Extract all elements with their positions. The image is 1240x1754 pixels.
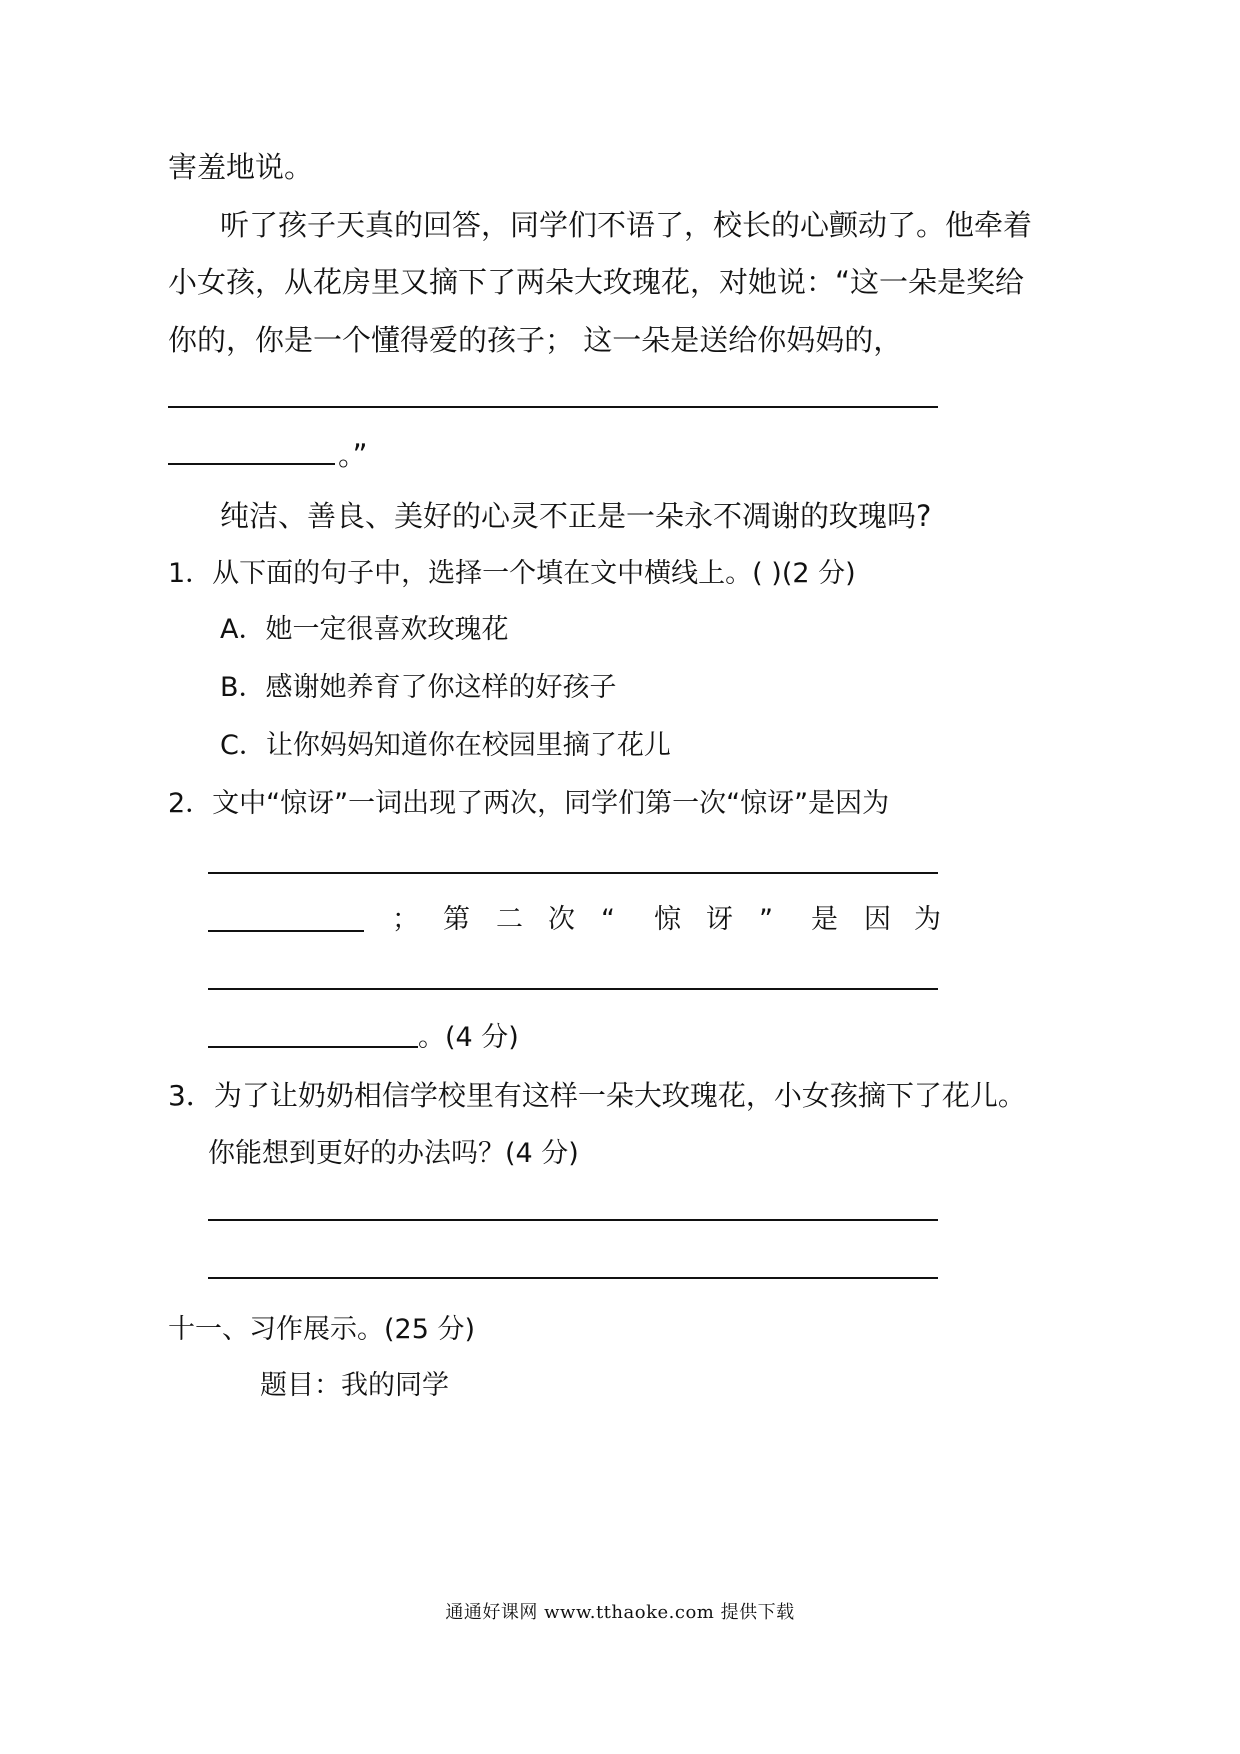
q2-char: 惊	[654, 904, 681, 935]
q3-stem: 3．为了让奶奶相信学校里有这样一朵大玫瑰花，小女孩摘下了花儿。	[168, 1079, 1026, 1112]
passage-line-1: 害羞地说。	[168, 150, 314, 184]
q2-char: 讶	[706, 904, 733, 935]
q3-stem-2: 你能想到更好的办法吗？(4 分)	[208, 1138, 579, 1169]
q2-answer-line-1[interactable]	[208, 872, 938, 874]
q2-char: ；	[392, 904, 419, 935]
q1-stem: 1．从下面的句子中，选择一个填在文中横线上。( )(2 分)	[168, 558, 856, 589]
q2-answer-line-3[interactable]	[208, 988, 938, 990]
essay-topic: 题目：我的同学	[260, 1370, 449, 1401]
q1-option-b[interactable]: B．感谢她养育了你这样的好孩子	[220, 672, 617, 703]
section-11-heading: 十一、习作展示。(25 分)	[168, 1314, 476, 1345]
blank-line-passage-1[interactable]	[168, 406, 938, 408]
q2-stem: 2．文中“惊讶”一词出现了两次，同学们第一次“惊讶”是因为	[168, 788, 890, 819]
passage-line-4: 你的，你是一个懂得爱的孩子； 这一朵是送给你妈妈的，	[168, 323, 903, 357]
blank-line-passage-2[interactable]	[168, 463, 335, 465]
q2-char: 为	[914, 904, 941, 935]
q2-char: 次	[548, 904, 575, 935]
q1-option-a[interactable]: A．她一定很喜欢玫瑰花	[220, 614, 509, 645]
q3-answer-line-1[interactable]	[208, 1219, 938, 1221]
q2-char: 是	[811, 904, 838, 935]
passage-line-6: 纯洁、善良、美好的心灵不正是一朵永不凋谢的玫瑰吗?	[220, 499, 932, 533]
q2-char: 因	[864, 904, 891, 935]
q2-char: ”	[759, 904, 773, 935]
passage-line-3: 小女孩，从花房里又摘下了两朵大玫瑰花，对她说：“这一朵是奖给	[168, 265, 1025, 299]
q2-char: 第	[443, 904, 470, 935]
q1-option-c[interactable]: C．让你妈妈知道你在校园里摘了花儿	[220, 730, 671, 761]
q2-char: 二	[496, 904, 523, 935]
q2-char: “	[601, 904, 615, 935]
q2-score: 。(4 分)	[418, 1022, 519, 1053]
q2-answer-line-2[interactable]	[208, 930, 364, 932]
passage-line-2: 听了孩子天真的回答，同学们不语了，校长的心颤动了。他牵着	[220, 208, 1033, 242]
q3-answer-line-2[interactable]	[208, 1277, 938, 1279]
footer-source: 通通好课网 www.tthaoke.com 提供下载	[445, 1602, 795, 1623]
q2-answer-line-4[interactable]	[208, 1046, 418, 1048]
passage-line-5-end: 。”	[338, 438, 368, 472]
